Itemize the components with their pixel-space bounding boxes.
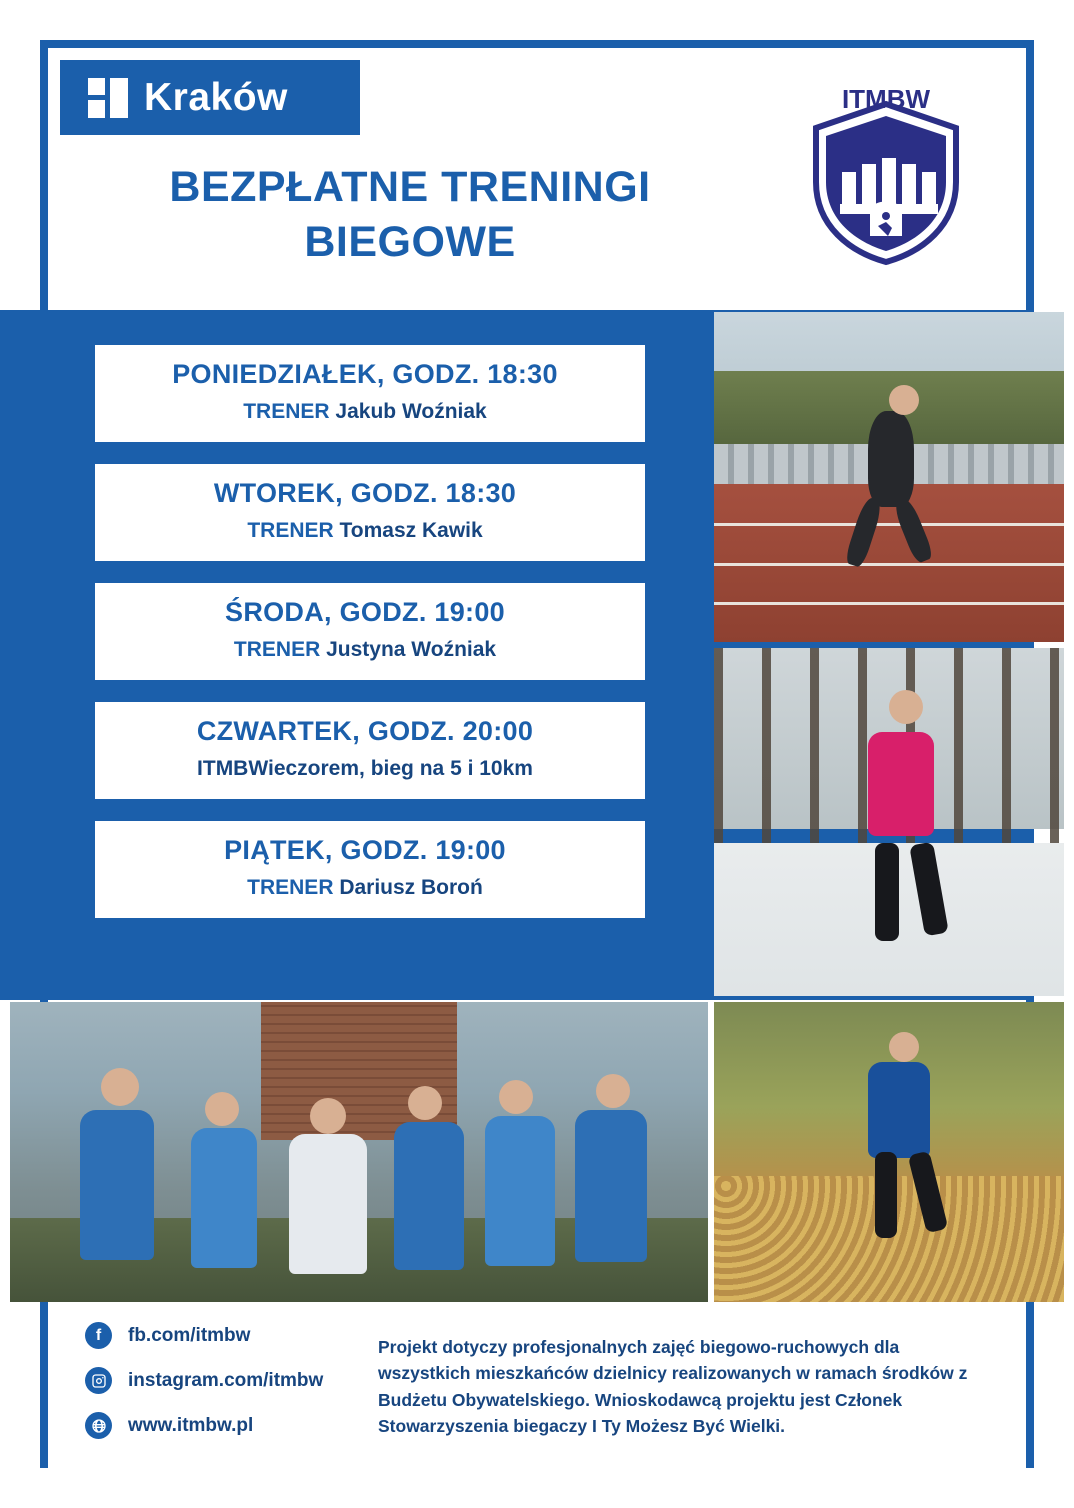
krakow-logo-label: Kraków <box>144 75 288 119</box>
schedule-trainer <box>95 757 635 781</box>
photo-runner-track <box>714 312 1064 642</box>
schedule-day: PONIEDZIAŁEK, GODZ. 18:30 <box>172 359 558 389</box>
schedule-item-tuesday <box>85 464 645 561</box>
schedule-name: Dariusz Boroń <box>339 876 483 899</box>
social-label: instagram.com/itmbw <box>128 1369 324 1391</box>
social-link-facebook[interactable] <box>85 1322 385 1349</box>
schedule-lead: TRENER <box>247 519 334 542</box>
title-line-2: BIEGOWE <box>304 217 516 266</box>
schedule-name: bieg na 5 i 10km <box>370 757 533 780</box>
schedule-lead: TRENER <box>233 638 321 661</box>
itmbw-crest-icon <box>806 86 966 266</box>
schedule-trainer <box>95 519 635 543</box>
schedule-item-monday <box>85 345 645 442</box>
schedule-name: Jakub Woźniak <box>335 400 487 423</box>
social-links <box>85 1322 385 1457</box>
schedule-name: Tomasz Kawik <box>339 519 483 542</box>
page-title <box>60 160 760 269</box>
schedule-item-thursday <box>85 702 645 799</box>
schedule-list <box>85 345 695 940</box>
schedule-trainer <box>95 876 635 900</box>
photo-runner-winter <box>714 648 1064 996</box>
krakow-squares-icon <box>88 78 128 118</box>
social-link-instagram[interactable] <box>85 1367 385 1394</box>
schedule-day: CZWARTEK, GODZ. 20:00 <box>196 716 534 746</box>
social-label: fb.com/itmbw <box>128 1324 251 1346</box>
schedule-lead: TRENER <box>247 876 334 899</box>
schedule-trainer <box>95 638 635 662</box>
social-link-website[interactable] <box>85 1412 385 1439</box>
instagram-icon <box>85 1367 112 1394</box>
globe-icon <box>85 1412 112 1439</box>
schedule-lead: TRENER <box>243 400 330 423</box>
facebook-icon: f <box>85 1322 112 1349</box>
schedule-name: Justyna Woźniak <box>326 638 497 661</box>
schedule-day: PIĄTEK, GODZ. 19:00 <box>224 835 506 865</box>
project-description: Projekt dotyczy profesjonalnych zajęć biegowo-ruchowych dla wszystkich mieszkańców dzielnicy realizowanych w ramach środków z Budżetu Obywatelskiego. Wnioskodawcą projektu jest Członek Stowarzyszenia biegaczy I Ty Możesz Być Wielki. <box>378 1337 968 1436</box>
krakow-logo <box>60 60 360 135</box>
schedule-day: ŚRODA, GODZ. 19:00 <box>225 597 505 627</box>
photo-group <box>10 1002 708 1302</box>
schedule-lead: ITMBWieczorem, <box>197 757 365 780</box>
schedule-item-friday <box>85 821 645 918</box>
title-line-1: BEZPŁATNE TRENINGI <box>169 163 651 211</box>
photo-runner-autumn <box>714 1002 1064 1302</box>
schedule-day: WTOREK, GODZ. 18:30 <box>213 478 517 508</box>
svg-text:ITMBW: ITMBW <box>841 86 931 114</box>
schedule-trainer <box>95 400 635 424</box>
social-label: www.itmbw.pl <box>128 1414 254 1436</box>
schedule-item-wednesday <box>85 583 645 680</box>
